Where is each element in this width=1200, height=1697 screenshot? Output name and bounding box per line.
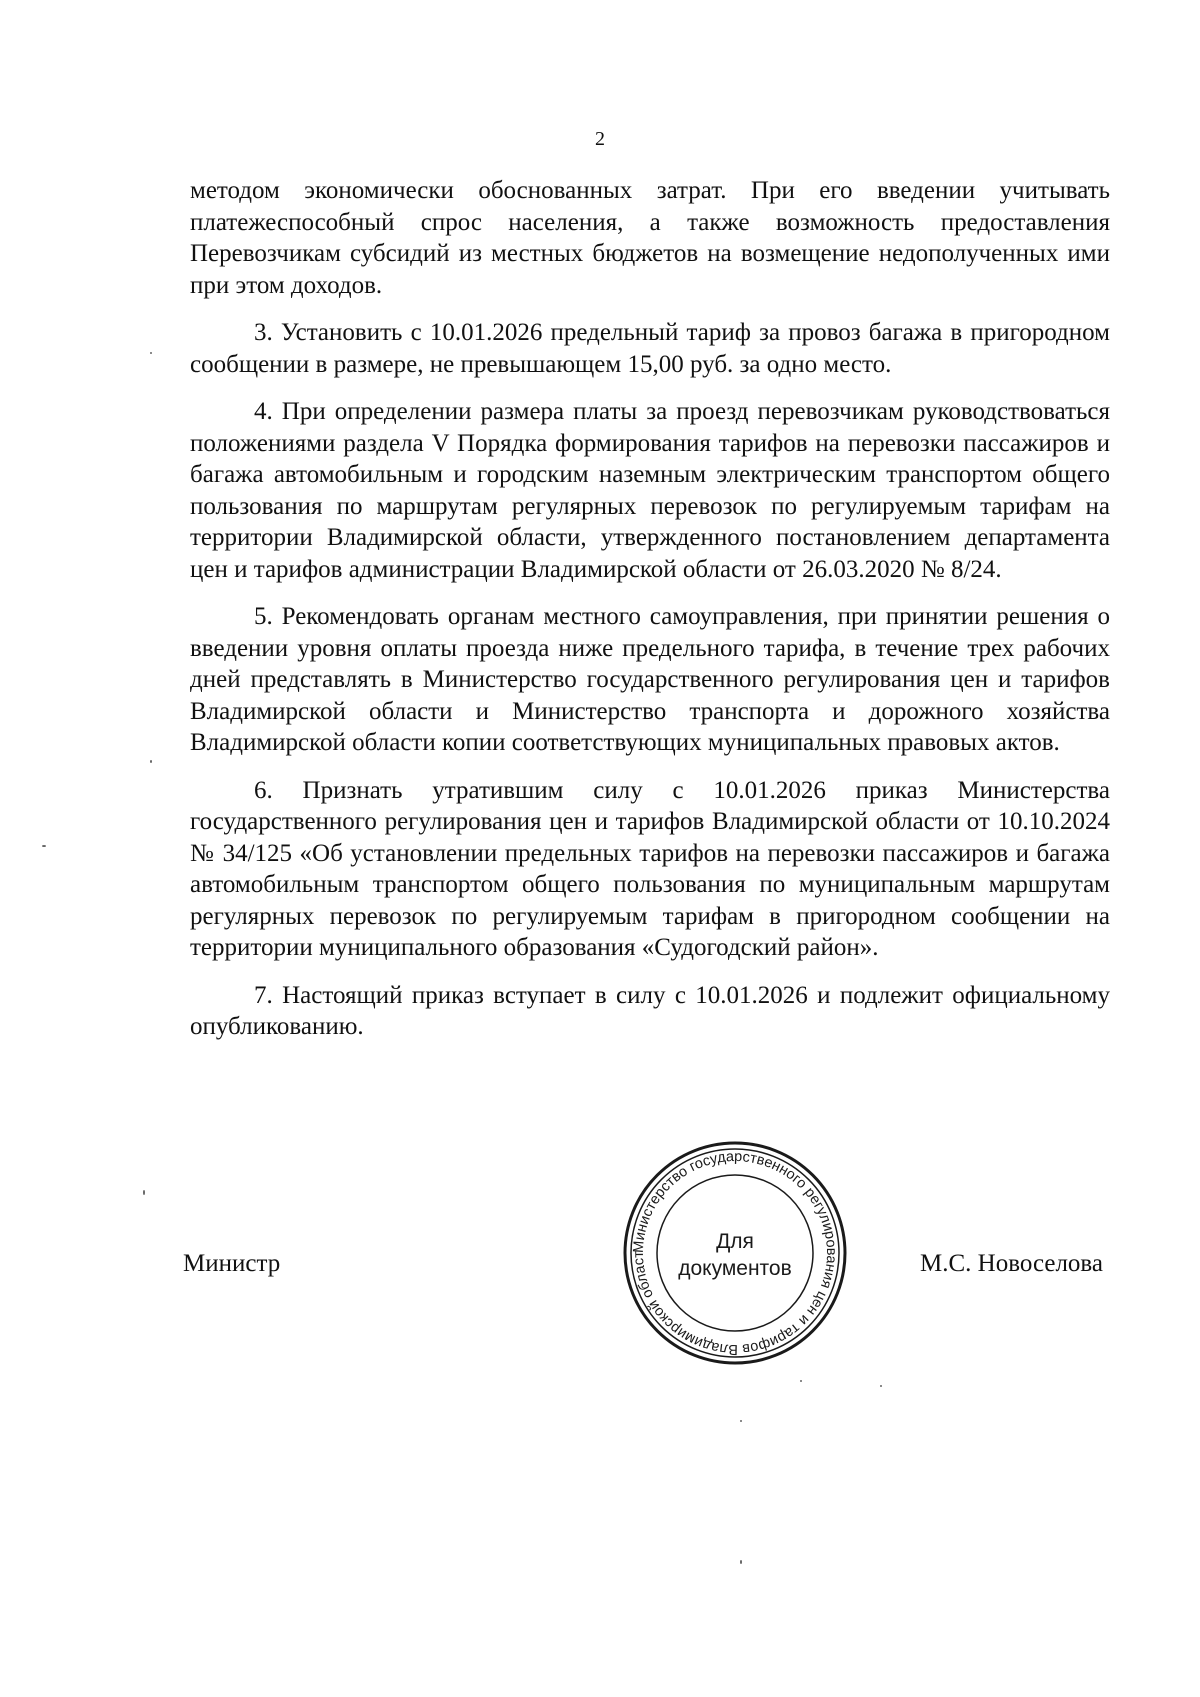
document-body [190, 175, 1110, 1059]
signatory-title: Министр [183, 1250, 281, 1277]
scan-speck [143, 1190, 145, 1195]
paragraph-4: 4. При определении размера платы за проезд перевозчикам руководствоваться положениями раздела V Порядка формирования тарифов на перевозки пассажиров и багажа автомобильным и городским наземным электрическим транспортом общего пользования по маршрутам регулярных перевозок по регулируемым тарифам на территории Владимирской области, утвержденного постановлением департамента цен и тарифов администрации Владимирской области от 26.03.2020 № 8/24. [190, 398, 1110, 583]
official-stamp [620, 1138, 850, 1368]
paragraph-3: 3. Установить с 10.01.2026 предельный тариф за провоз багажа в пригородном сообщении в размере, не превышающем 15,00 руб. за одно место. [190, 319, 1110, 378]
signatory-name: М.С. Новоселова [919, 1250, 1103, 1277]
scan-speck [42, 845, 46, 847]
paragraph-6: 6. Признать утратившим силу с 10.01.2026 приказ Министерства государственного регулирования цен и тарифов Владимирской области от 10.10.2024 № 34/125 «Об установлении предельных тарифов на перевозки пассажиров и багажа автомобильным транспортом общего пользования по муниципальным маршрутам регулярных перевозок по регулируемым тарифам в пригородном сообщении на территории муниципального образования «Судогодский район». [190, 776, 1110, 961]
scan-speck [740, 1420, 742, 1422]
stamp-center-line1: Для [716, 1230, 754, 1253]
paragraph-7: 7. Настоящий приказ вступает в силу с 10.01.2026 и подлежит официальному опубликованию. [190, 981, 1110, 1040]
paragraph-continuation: методом экономически обоснованных затрат. При его введении учитывать платежеспособный спрос населения, а также возможность предоставления Перевозчикам субсидий из местных бюджетов на возмещение недополученных ими при этом доходов. [190, 177, 1110, 299]
scan-speck [150, 760, 152, 763]
stamp-center-line2: документов [678, 1257, 792, 1280]
scan-speck [800, 1380, 802, 1382]
paragraph-5: 5. Рекомендовать органам местного самоуправления, при принятии решения о введении уровня оплаты проезда ниже предельного тарифа, в течение трех рабочих дней представлять в Министерство государственного регулирования цен и тарифов Владимирской области и Министерство транспорта и дорожного хозяйства Владимирской области копии соответствующих муниципальных правовых актов. [190, 603, 1110, 756]
scan-speck [150, 352, 152, 354]
scan-speck [880, 1385, 882, 1387]
scan-speck [740, 1560, 742, 1564]
page-number: 2 [595, 128, 605, 150]
stamp-ring-text: Министерство государственного регулирования цен и тарифов Владимирской област [630, 1148, 840, 1358]
